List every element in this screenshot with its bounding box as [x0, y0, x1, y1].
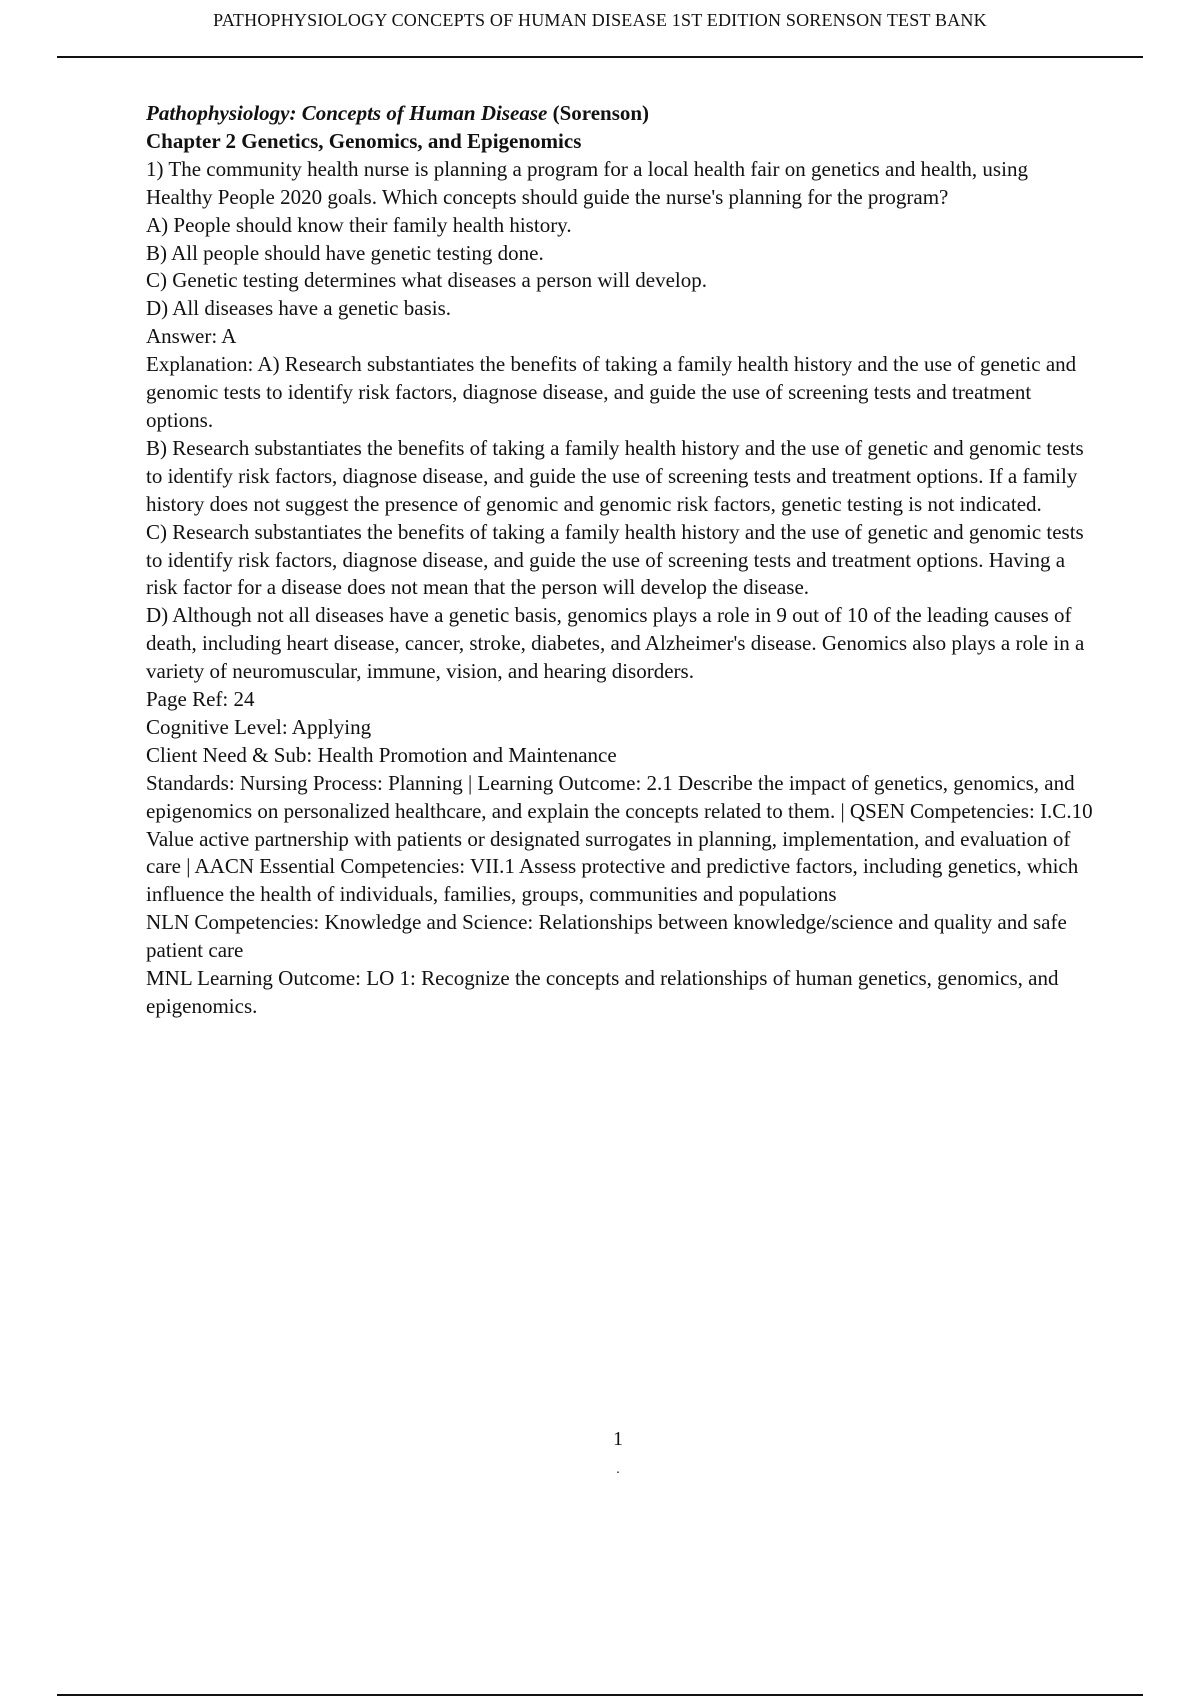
page-ref: Page Ref: 24: [146, 687, 255, 712]
option-b: B) All people should have genetic testing done.: [146, 240, 544, 265]
author: (Sorenson): [552, 101, 650, 125]
nln-competencies: NLN Competencies: Knowledge and Science: Relationships between knowledge/science and quality and safe patient care: [146, 910, 1067, 963]
page-dot: .: [616, 1462, 620, 1477]
question-stem: 1) The community health nurse is planning a program for a local health fair on genetics and health, using Healthy People 2020 goals. Which concepts should guide the nurse's planning for the program?: [146, 156, 1028, 209]
question-block: [146, 100, 1096, 1021]
footer-rule: [57, 1694, 1143, 1696]
document-title: [146, 100, 1096, 128]
explanation-d: D) Although not all diseases have a genetic basis, genomics plays a role in 9 out of 10 of the leading causes of death, including heart disease, cancer, stroke, diabetes, and Alzheimer's disease. Genomics also plays a role in a variety of neuromuscular, immune, vision, and hearing disorders.: [146, 603, 1085, 684]
running-header: PATHOPHYSIOLOGY CONCEPTS OF HUMAN DISEASE 1ST EDITION SORENSON TEST BANK: [213, 10, 987, 30]
explanation-b: B) Research substantiates the benefits of taking a family health history and the use of genetic and genomic tests to identify risk factors, diagnose disease, and guide the use of screening tests and treatment options. If a family history does not suggest the presence of genomic and genomic risk factors, genetic testing is not indicated.: [146, 435, 1084, 516]
standards: Standards: Nursing Process: Planning | Learning Outcome: 2.1 Describe the impact of genetics, genomics, and epigenomics on personalized healthcare, and explain the concepts related to them. | QSEN Competencies: I.C.10 Value active partnership with patients or designated surrogates in planning, implementation, and evaluation of care | AACN Essential Competencies: VII.1 Assess protective and predictive factors, including genetics, which influence the health of individuals, families, groups, communities and populations: [146, 770, 1093, 907]
mnl-learning-outcome: MNL Learning Outcome: LO 1: Recognize the concepts and relationships of human genetics, genomics, and epigenomics.: [146, 966, 1059, 1018]
chapter-title: Chapter 2 Genetics, Genomics, and Epigenomics: [146, 128, 582, 153]
book-title: Pathophysiology: Concepts of Human Disease: [146, 101, 548, 125]
option-d: D) All diseases have a genetic basis.: [146, 296, 451, 321]
option-c: C) Genetic testing determines what diseases a person will develop.: [146, 268, 708, 293]
header-rule: [57, 56, 1143, 58]
cognitive-level: Cognitive Level: Applying: [146, 714, 372, 739]
client-need: Client Need & Sub: Health Promotion and Maintenance: [146, 742, 617, 767]
page-number: 1: [613, 1428, 623, 1450]
option-a: A) People should know their family health history.: [146, 212, 572, 237]
explanation-a: Explanation: A) Research substantiates the benefits of taking a family health history and the use of genetic and genomic tests to identify risk factors, diagnose disease, and guide the use of screening tests and treatment options.: [146, 352, 1077, 432]
explanation-c: C) Research substantiates the benefits of taking a family health history and the use of genetic and genomic tests to identify risk factors, diagnose disease, and guide the use of screening tests and treatment options. Having a risk factor for a disease does not mean that the person will develop the disease.: [146, 519, 1084, 600]
answer: Answer: A: [146, 324, 237, 349]
